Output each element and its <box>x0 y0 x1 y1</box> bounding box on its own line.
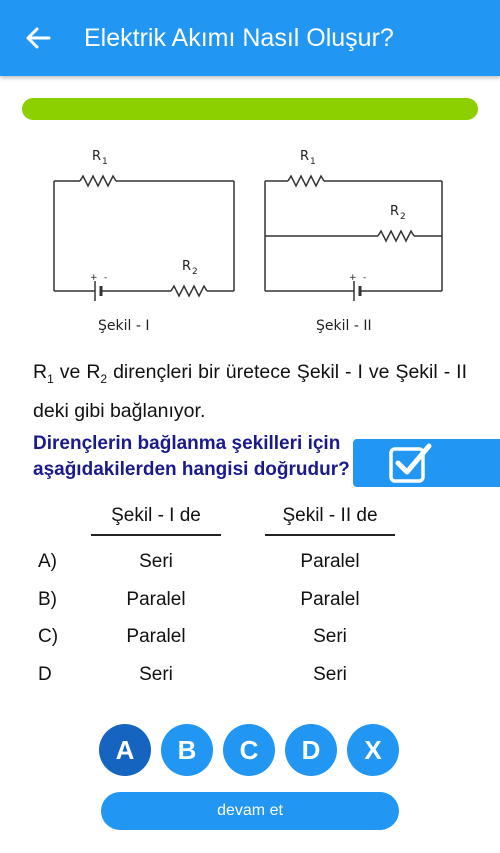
option-letter: D <box>38 664 52 685</box>
option-row-b[interactable] <box>0 589 500 619</box>
option-col1: Seri <box>139 551 173 572</box>
option-letter: A) <box>38 551 57 572</box>
option-col1: Paralel <box>126 626 186 647</box>
fig2-r1-label: R <box>300 149 310 164</box>
fig1-r1-sub: 1 <box>102 157 108 167</box>
app-bar <box>0 0 500 76</box>
option-letter: C) <box>38 626 59 647</box>
option-col1: Paralel <box>126 589 186 610</box>
fig1-r1-label: R <box>92 149 102 164</box>
answer-c-button[interactable]: C <box>223 724 275 776</box>
check-button[interactable] <box>353 439 500 487</box>
option-col2: Seri <box>313 664 347 685</box>
option-row-a[interactable] <box>0 551 500 581</box>
fig2-r2-sub: 2 <box>400 212 406 222</box>
fig1-r2-sub: 2 <box>192 267 198 277</box>
fig2-r2-label: R <box>390 204 400 219</box>
fig2-minus: - <box>363 273 367 283</box>
option-col2: Paralel <box>300 551 360 572</box>
option-letter: B) <box>38 589 57 610</box>
answer-b-button[interactable]: B <box>161 724 213 776</box>
column-header-2: Şekil - II de <box>282 505 378 526</box>
circuit-figure <box>40 140 460 340</box>
circuit-1 <box>54 176 234 301</box>
answer-x-button[interactable]: X <box>347 724 399 776</box>
option-col2: Paralel <box>300 589 360 610</box>
fig1-plus: + <box>90 273 98 283</box>
fig2-caption: Şekil - II <box>316 318 372 334</box>
back-arrow-icon[interactable] <box>22 22 54 54</box>
fig2-r1-sub: 1 <box>310 157 316 167</box>
fig1-minus: - <box>104 273 108 283</box>
header-underline-1 <box>91 534 221 536</box>
page-title: Elektrik Akımı Nasıl Oluşur? <box>84 24 394 52</box>
fig1-caption: Şekil - I <box>98 318 150 334</box>
check-icon <box>389 443 433 483</box>
option-row-d[interactable] <box>0 664 500 694</box>
option-row-c[interactable] <box>0 626 500 656</box>
column-header-1: Şekil - I de <box>111 505 201 526</box>
option-col2: Seri <box>313 626 347 647</box>
answer-d-button[interactable]: D <box>285 724 337 776</box>
answer-a-button[interactable]: A <box>99 724 151 776</box>
continue-button[interactable]: devam et <box>101 792 399 830</box>
option-col1: Seri <box>139 664 173 685</box>
question-text: Dirençlerin bağlanma şekilleri için aşağıdakilerden hangisi doğrudur? <box>33 433 350 480</box>
fig1-r2-label: R <box>182 259 192 274</box>
question-statement: $R_1$ ve $R_2$ dirençleri bir üretece Şekil - I ve Şekil - II deki gibi bağlanıyor. <box>33 361 467 422</box>
header-underline-2 <box>265 534 395 536</box>
progress-bar <box>22 98 478 120</box>
fig2-plus: + <box>349 273 357 283</box>
